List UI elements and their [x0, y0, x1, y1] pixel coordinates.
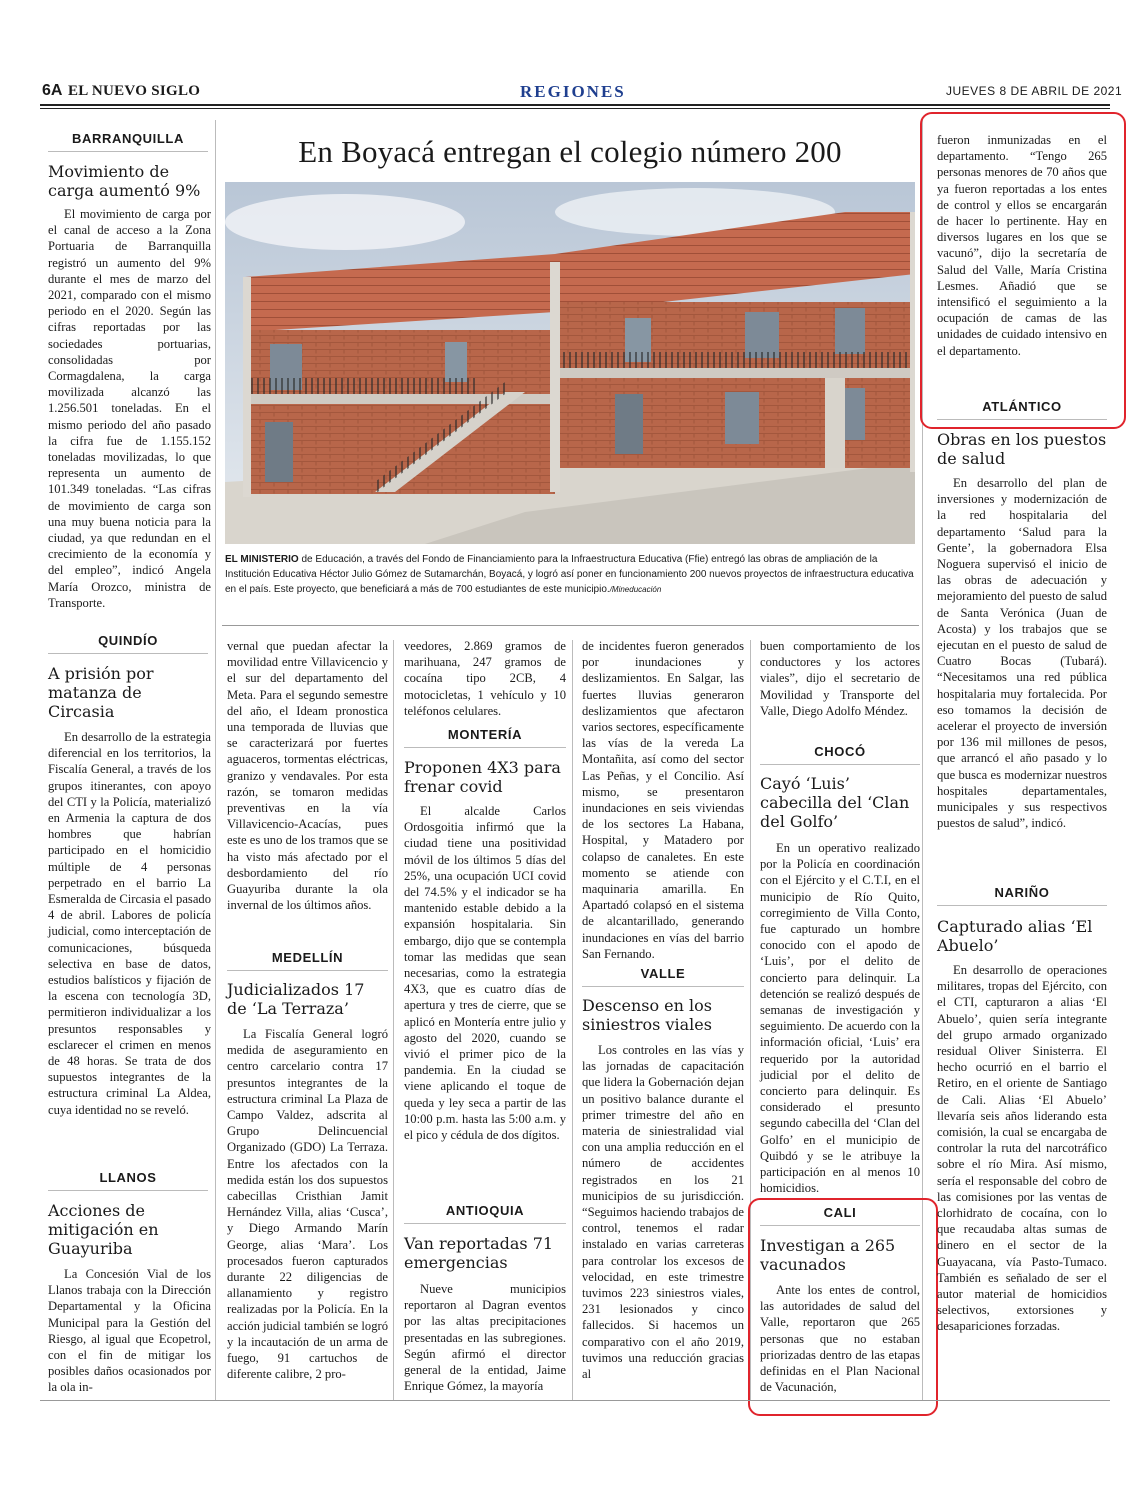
tag-rule — [582, 986, 744, 987]
masthead: EL NUEVO SIGLO — [68, 83, 201, 99]
photo-credit: /Mineducación — [609, 585, 662, 595]
school-building-illustration — [225, 182, 915, 544]
article-quindio: En desarrollo de la estrategia diferencial en los territorios, la Fiscalía General, a través de los grupos itinerantes, con apoyo del CTI y la Policía, materializó en Armenia la captura de dos hombres que habrían participado en el homicidio múltiple de 4 personas perpetrado en el barrio La Esmeralda de Circasia el pasado 4 de abril. Labores de policía judicial, como interceptación de comunicaciones, búsqueda selectiva en base de datos, estudios balísticos y fijación de la escena con tecnología 3D, permitieron individualizar a los presuntos responsables y esclarecer el crimen en menos de 48 horas. Se trata de dos supuestos integrantes de la estructura criminal La Aldea, cuya identidad no se reveló. — [48, 730, 211, 1117]
tag-rule — [937, 419, 1107, 420]
header-rule — [40, 104, 1110, 106]
school-photo — [225, 182, 915, 544]
section-tag-monteria: MONTERÍA — [447, 727, 523, 742]
headline-valle: Descenso en los siniestros viales — [582, 996, 712, 1034]
section-tag-atlantico: ATLÁNTICO — [982, 399, 1062, 414]
headline-choco: Cayó ‘Luis’ cabecilla del ‘Clan del Golfo’ — [760, 774, 910, 831]
edition-date: JUEVES 8 DE ABRIL DE 2021 — [946, 84, 1123, 98]
article-valle-cont: buen comportamiento de los conductores y los actores viales”, dijo el secretario de Movilidad y Transporte del Valle, Diego Adolfo Méndez. — [760, 639, 920, 718]
tag-rule — [937, 905, 1107, 906]
section-tag-llanos: LLANOS — [99, 1170, 157, 1185]
article-cali: Ante los entes de control, las autoridades de salud del Valle, reportaron que 265 personas que no estaban priorizadas dentro de las etapas definidas en el Plan Nacional de Vacunación, — [760, 1283, 920, 1395]
article-cali-cont: fueron inmunizadas en el departamento. “Tengo 265 personas menores de 70 años que ya fueron reportadas a los entes de control y ellos se encargarán de hacer lo pertinente. Hay en diversos lugares en los que se vacunó”, dijo la secretaría de Salud del Valle, María Cristina Lesmes. Añadió que se intensificó el seguimiento a la ocupación de camas de las unidades de cuidado intensivo en el departamento. — [937, 133, 1107, 358]
article-antioquia: Nueve municipios reportaron al Dagran eventos por las altas precipitaciones presentadas en las subregiones. Según afirmó el director general de la entidad, Jaime Enrique Gómez, la mayoría — [404, 1282, 566, 1394]
lead-bottom-rule — [222, 625, 919, 626]
headline-atlantico: Obras en los puestos de salud — [937, 430, 1107, 468]
article-barranquilla: El movimiento de carga por el canal de acceso a la Zona Portuaria de Barranquilla registró un aumento del 9% durante el mes de marzo del 2021, comparado con el mismo periodo en el 2020. Según las cifras reportadas por las sociedades portuarias, consolidadas por Cormagdalena, la carga movilizada alcanzó las 1.256.501 toneladas. En el mismo periodo del año pasado la cifra fue de 1.155.152 toneladas movilizadas, lo que representa un aumento de 101.349 toneladas. “Las cifras de movimiento de carga son una muy buena noticia para la ciudad, ya que redundan en el crecimiento de la economía y del empleo”, indicó Angela María Orozco, ministra de Transporte. — [48, 207, 211, 610]
tag-rule — [760, 764, 920, 765]
headline-narino: Capturado alias ‘El Abuelo’ — [937, 917, 1093, 955]
article-llanos: La Concesión Vial de los Llanos trabaja con la Dirección Departamental y la Oficina Municipal para la Gestión del Riesgo, al igual que Ecopetrol, con el fin de mitigar los posibles daños ocasionados por la ola in- — [48, 1267, 211, 1395]
section-tag-cali: CALI — [823, 1205, 857, 1220]
tag-rule — [48, 653, 208, 654]
article-valle: Los controles en las vías y las jornadas de capacitación que lidera la Gobernación dejan un positivo balance durante el primer trimestre del año en materia de siniestralidad vial con una amplia reducción en el número de accidentes registrados en los 21 municipios de su jurisdicción. “Seguimos haciendo trabajos de control, tenemos el radar instalado en varias carreteras para controlar los excesos de velocidad, en este trimestre tuvimos 223 siniestros viales, 231 lesionados y cinco fallecidos. Si hacemos un comparativo con el año 2019, tuvimos una reducción gracias al — [582, 1043, 744, 1382]
headline-quindio: A prisión por matanza de Circasia — [48, 664, 154, 721]
section-tag-choco: CHOCÓ — [814, 744, 866, 759]
article-medellin-cont: veedores, 2.869 gramos de marihuana, 247 gramos de cocaína tipo 2CB, 4 motocicletas, 1 vehículo y 10 teléfonos celulares. — [404, 639, 566, 718]
section-tag-quindio: QUINDÍO — [98, 633, 158, 648]
column-rule — [572, 640, 573, 1400]
headline-cali: Investigan a 265 vacunados — [760, 1236, 896, 1274]
tag-rule — [227, 970, 388, 971]
article-medellin: La Fiscalía General logró medida de aseguramiento en centro carcelario contra 17 presuntos integrantes de la estructura criminal La Plaza de Campo Valdez, adscrita al Grupo Delincuencial Organizado (GDO) La Terraza. Entre los afectados con la medida están los dos supuestos cabecillas Cristhian Jamit Hernández Villa, alias ‘Cusca’, y Diego Armando Marín George, alias ‘Mara’. Los procesados fueron capturados durante 22 diligencias de allanamiento y registro realizadas por la Policía. En la acción judicial también se logró y la incautación de un arma de fuego, 91 cartuchos de diferente calibre, 2 pro- — [227, 1027, 388, 1382]
headline-antioquia: Van reportadas 71 emergencias — [404, 1234, 554, 1272]
section-name: REGIONES — [520, 82, 626, 101]
section-tag-antioquia: ANTIOQUIA — [445, 1203, 525, 1218]
tag-rule — [48, 1190, 208, 1191]
header-rule-thin — [40, 108, 1110, 109]
column-rule — [215, 120, 216, 1400]
headline-barranquilla: Movimiento de carga aumentó 9% — [48, 162, 201, 200]
section-tag-narino: NARIÑO — [994, 885, 1050, 900]
page-number: 6A — [42, 82, 63, 99]
section-tag-valle: VALLE — [640, 966, 686, 981]
column-rule — [393, 640, 394, 1400]
article-antioquia-cont: de incidentes fueron generados por inundaciones y deslizamientos. En Salgar, las fuertes lluvias generaron deslizamientos que afectaron varios sectores, específicamente las vías de la vereda La Montañita, así como del sector Las Peñas, y el Concilio. Así mismo, se presentaron inundaciones en seis viviendas de los sectores La Habana, Hospital, y Matadero por colapso de canaletes. En este momento se atiende con maquinaria amarilla. En Apartadó colapsó en el sistema de alcantarillado, generando inundaciones en vías del barrio San Fernando. — [582, 639, 744, 961]
section-tag-barranquilla: BARRANQUILLA — [72, 131, 184, 146]
caption-text: de Educación, a través del Fondo de Financiamiento para la Infraestructura Educativa (Ffie) entregó las obras de ampliación de la Institución Educativa Héctor Julio Gómez de Sutamarchán, Boyacá, y logró así poner en funcionamiento 200 nuevos proyectos de infraestructura educativa en el país. Este proyecto, que beneficiará a más de 700 estudiantes de este municipio. — [225, 554, 914, 596]
article-atlantico: En desarrollo del plan de inversiones y modernización de la red hospitalaria del departamento ‘Salud para la Gente’, la gobernadora Elsa Noguera supervisó el inicio de las obras de adecuación y mejoramiento del puesto de salud de Santa Verónica (Juan de Acosta) y los trabajos que se ejecutan en el puesto de salud de Cuatro Bocas (Tubará). “Necesitamos una red pública hospitalaria muy fortalecida. Por eso tomamos la decisión de acelerar el proyecto de inversión por 136 mil millones de pesos, que arrancó el año pasado y lo que busca es modernizar nuestros hospitales departamentales, municipales y sus respectivos puestos de salud”, indicó. — [937, 476, 1107, 831]
tag-rule — [404, 747, 566, 748]
article-llanos-cont: vernal que puedan afectar la movilidad entre Villavicencio y el sur del departamento del Meta. Para el segundo semestre del año, el Ideam pronostica una temporada de lluvias que se caracterizará por fuertes aguaceros, tormentas eléctricas, granizo y vendavales. Por esta razón, se tomaron medidas preventivas en la vía Villavicencio-Acacías, pues este es uno de los tramos que se ha visto más afectado por el desbordamiento del río Guayuriba durante la ola invernal de los últimos años. — [227, 639, 388, 913]
tag-rule — [404, 1223, 566, 1224]
headline-medellin: Judicializados 17 de ‘La Terraza’ — [227, 980, 365, 1018]
article-narino: En desarrollo de operaciones militares, tropas del Ejército, con el CTI, capturaron a alias ‘El Abuelo’, quien sería integrante del grupo armado organizado residual Oliver Sinisterra. El hecho ocurrió en el barrio el Retiro, en el oriente de Santiago de Cali. Alias ‘El Abuelo’ llevaría seis años liderando esta comisión, la cual se encargaba de controlar la ruta del narcotráfico sobre el río Mira. Así mismo, sería el responsable del cobro de las comisiones por las ventas de clorhidrato de cocaína, con lo que recaudaba altas sumas de dinero en el sector de la Guayacana, vía Pasto-Tumaco. También es señalado de ser el autor material de homicidios selectivos, extorsiones y desapariciones forzadas. — [937, 963, 1107, 1334]
footer-rule — [40, 1400, 1110, 1401]
article-choco: En un operativo realizado por la Policía en coordinación con el Ejército y el C.T.I, en el municipio de Río Quito, corregimiento de Villa Conto, fue capturado un hombre conocido con el apodo de ‘Luis’, por el delito de concierto para delinquir. La detención se realizó después de semanas de investigación y seguimiento. De acuerdo con la información oficial, ‘Luis’ era requerido por la autoridad judicial por el delito de concierto para delinquir. Es considerado el presunto segundo cabecilla del ‘Clan del Golfo’ en el municipio de Quibdó y se le atribuye la participación en al menos 10 homicidios. — [760, 841, 920, 1196]
lead-headline: En Boyacá entregan el colegio número 200 — [298, 134, 842, 169]
caption-lead: EL MINISTERIO — [225, 554, 299, 565]
article-monteria: El alcalde Carlos Ordosgoitia infirmó que la ciudad tiene una positividad móvil de los últimos 5 días del 25%, una ocupación UCI covid del 74.5% y el indicador se ha mantenido estable debido a la expansión hospitalaria. Sin embargo, dijo que se contempla tomar las medidas que sean necesarias, como la estrategia 4X3, que es cuatro días de apertura y tres de cierre, que se aplicó en Montería entre julio y agosto del 2020, cuando se vivió el primer pico de la pandemia. En la ciudad se viene aplicando el toque de queda y ley seca a partir de las 10:00 p.m. hasta las 5:00 a.m. y el pico y cédula de dos dígitos. — [404, 804, 566, 1143]
tag-rule — [48, 151, 208, 152]
section-tag-medellin: MEDELLÍN — [271, 950, 344, 965]
headline-monteria: Proponen 4X3 para frenar covid — [404, 758, 561, 796]
photo-caption — [225, 552, 915, 598]
headline-llanos: Acciones de mitigación en Guayuriba — [48, 1201, 159, 1258]
tag-rule — [760, 1225, 920, 1226]
